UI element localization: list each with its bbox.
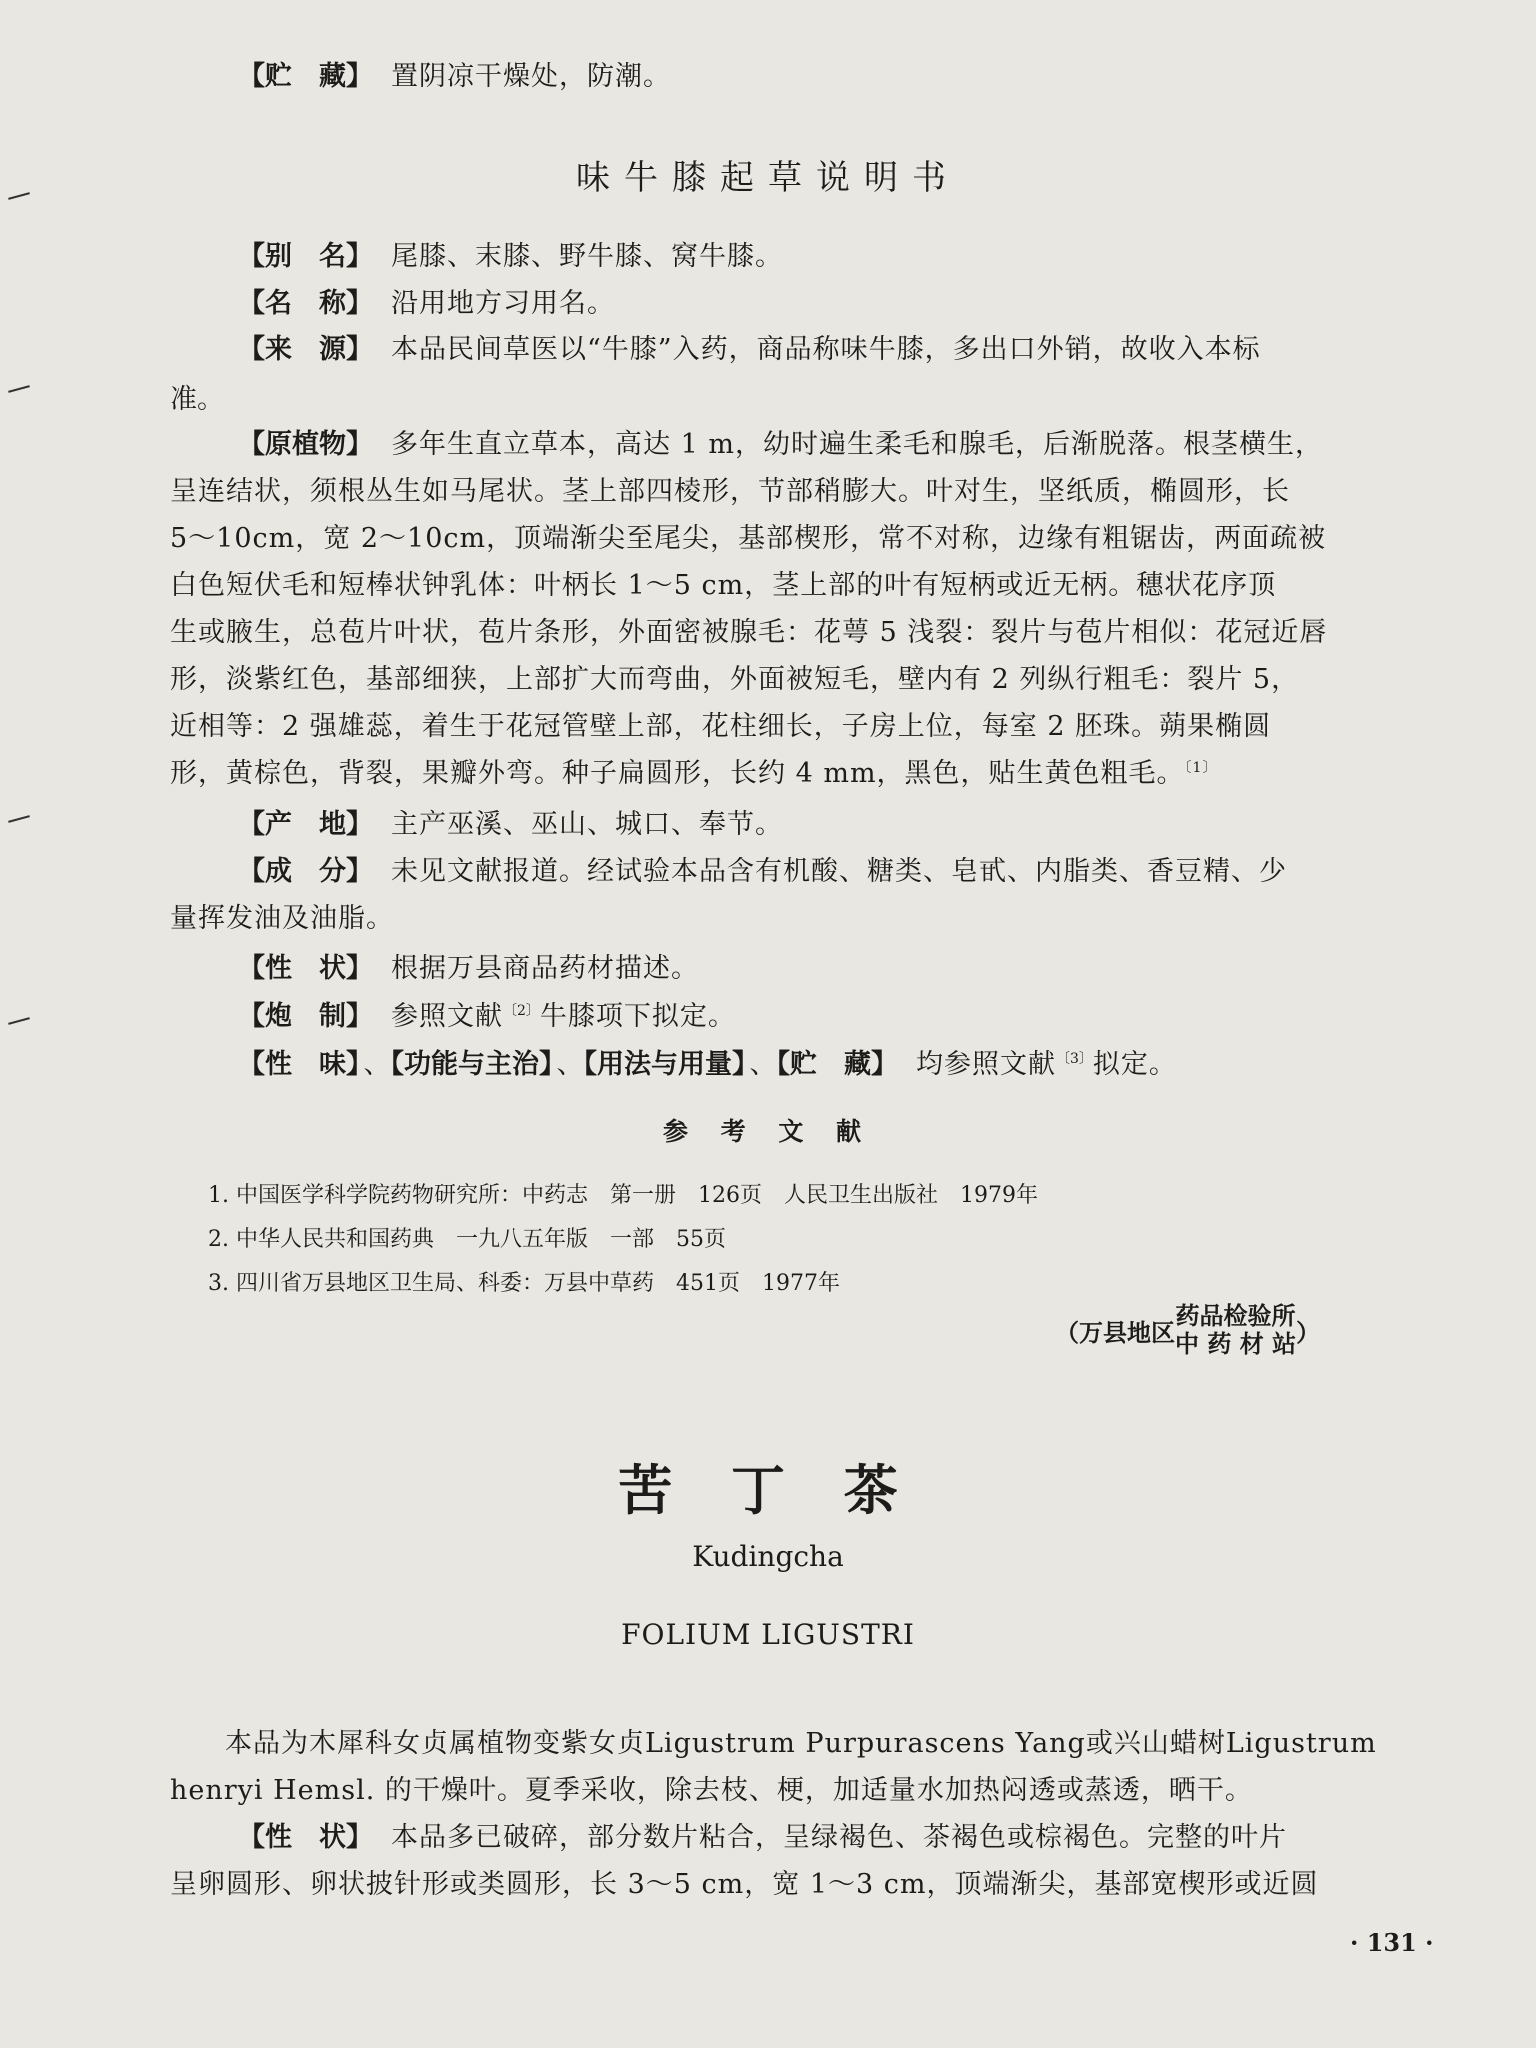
entry-label: 【来 源】: [238, 334, 373, 365]
citation-sup: 〔1〕: [1184, 760, 1218, 776]
reference-item: 2. 中华人民共和国药典 一九八五年版 一部 55页: [208, 1227, 726, 1252]
entry-label: 【性 味】: [238, 1049, 360, 1080]
intro-line: 本品为木犀科女贞属植物变紫女贞Ligustrum Purpurascens Yang或兴山蜡树Ligustrum: [225, 1728, 1377, 1759]
signature: [1055, 1303, 1320, 1358]
signature-bottom: 中 药 材 站: [1175, 1329, 1297, 1358]
entry-name: [238, 287, 1518, 321]
entry-text: 置阴凉干燥处，防潮。: [391, 61, 671, 92]
pinyin-name: Kudingcha: [692, 1540, 844, 1573]
entry-label: 【贮 藏】: [776, 1049, 898, 1080]
plant-line: 5～10cm，宽 2～10cm，顶端渐尖至尾尖，基部楔形，常不对称，边缘有粗锯齿，两面疏被: [170, 523, 1327, 554]
section-title: 苦 丁 茶: [618, 1459, 918, 1522]
latin-name: FOLIUM LIGUSTRI: [621, 1618, 915, 1651]
entry-label: 【贮 藏】: [238, 61, 373, 92]
entry-alias: [238, 240, 1518, 274]
entry-character-2: [238, 1821, 1518, 1855]
reference-item: 1. 中国医学科学院药物研究所：中药志 第一册 126页 人民卫生出版社 1979年: [208, 1183, 1038, 1208]
signature-top: 药品检验所: [1175, 1302, 1296, 1330]
plant-line: 白色短伏毛和短棒状钟乳体：叶柄长 1～5 cm，茎上部的叶有短柄或近无柄。穗状花序顶: [170, 570, 1277, 601]
entry-label: 【用法与用量】: [583, 1049, 746, 1080]
entry-character: [238, 952, 1518, 986]
plant-line-text: 形，黄棕色，背裂，果瓣外弯。种子扁圆形，长约 4 mm，黑色，贴生黄色粗毛。: [170, 758, 1185, 789]
reference-item: 3. 四川省万县地区卫生局、科委：万县中草药 451页 1977年: [208, 1271, 840, 1296]
entry-text: 拟定。: [1092, 1049, 1177, 1080]
entry-label: 【别 名】: [238, 241, 373, 272]
plant-line: 生或腋生，总苞片叶状，苞片条形，外面密被腺毛：花萼 5 浅裂：裂片与苞片相似：花冠近唇: [170, 617, 1328, 648]
signature-suffix: ）: [1296, 1319, 1321, 1348]
entry-text: 参照文献: [391, 1001, 503, 1032]
entry-combined: [238, 1048, 1518, 1082]
entry-label: 【性 状】: [238, 953, 373, 984]
entry-text: 本品多已破碎，部分数片粘合，呈绿褐色、茶褐色或棕褐色。完整的叶片: [391, 1822, 1287, 1853]
entry-label: 【原植物】: [238, 429, 373, 460]
separator: 、: [556, 1049, 584, 1080]
plant-line: [170, 757, 1450, 791]
entry-source: [238, 333, 1518, 367]
plant-line: 近相等：2 强雄蕊，着生于花冠管壁上部，花柱细长，子房上位，每室 2 胚珠。蒴果椭圆: [170, 711, 1272, 742]
signature-stack: [1175, 1303, 1296, 1358]
entry-label: 【炮 制】: [238, 1001, 373, 1032]
entry-text: 多年生直立草本，高达 1 m，幼时遍生柔毛和腺毛，后渐脱落。根茎横生，: [391, 429, 1323, 460]
intro-line: henryi Hemsl. 的干燥叶。夏季采收，除去枝、梗，加适量水加热闷透或蒸透，晒干。: [170, 1775, 1253, 1806]
entry-text: 主产巫溪、巫山、城口、奉节。: [391, 809, 783, 840]
margin-mark: [8, 1017, 30, 1025]
entry-text: 根据万县商品药材描述。: [391, 953, 699, 984]
citation-sup: 〔2〕: [503, 1003, 540, 1019]
entry-label: 【性 状】: [238, 1822, 373, 1853]
entry-label: 【成 分】: [238, 856, 373, 887]
margin-mark: [8, 385, 30, 393]
storage-line: [238, 60, 1518, 94]
entry-text: 沿用地方习用名。: [391, 288, 615, 319]
entry-text: 均参照文献: [916, 1049, 1056, 1080]
entry-origin: [238, 808, 1518, 842]
entry-label: 【产 地】: [238, 809, 373, 840]
citation-sup: 〔3〕: [1056, 1051, 1093, 1067]
page-number: · 131 ·: [1350, 1928, 1434, 1957]
entry-components-cont: 量挥发油及油脂。: [170, 903, 394, 934]
entry-plant: [238, 428, 1518, 462]
entry-character-2-cont: 呈卵圆形、卵状披针形或类圆形，长 3～5 cm，宽 1～3 cm，顶端渐尖，基部宽楔形或近圆: [170, 1869, 1319, 1900]
entry-text: 未见文献报道。经试验本品含有机酸、糖类、皂甙、内脂类、香豆精、少: [391, 856, 1287, 887]
entry-components: [238, 855, 1518, 889]
separator: 、: [363, 1049, 391, 1080]
plant-line: 呈连结状，须根丛生如马尾状。茎上部四棱形，节部稍膨大。叶对生，坚纸质，椭圆形，长: [170, 476, 1290, 507]
separator: 、: [749, 1049, 777, 1080]
entry-text: 尾膝、末膝、野牛膝、窝牛膝。: [391, 241, 783, 272]
plant-line: 形，淡紫红色，基部细狭，上部扩大而弯曲，外面被短毛，壁内有 2 列纵行粗毛：裂片 5，: [170, 664, 1300, 695]
entry-processing: [238, 1000, 1518, 1034]
entry-label: 【名 称】: [238, 288, 373, 319]
references-title: 参 考 文 献: [662, 1117, 874, 1146]
signature-prefix: （万县地区: [1055, 1319, 1175, 1348]
entry-label: 【功能与主治】: [390, 1049, 553, 1080]
margin-mark: [8, 815, 30, 823]
entry-text: 本品民间草医以“牛膝”入药，商品称味牛膝，多出口外销，故收入本标: [391, 334, 1261, 365]
entry-text: 牛膝项下拟定。: [539, 1001, 736, 1032]
section-title: 味牛膝起草说明书: [576, 158, 960, 198]
entry-source-cont: 准。: [170, 384, 224, 415]
